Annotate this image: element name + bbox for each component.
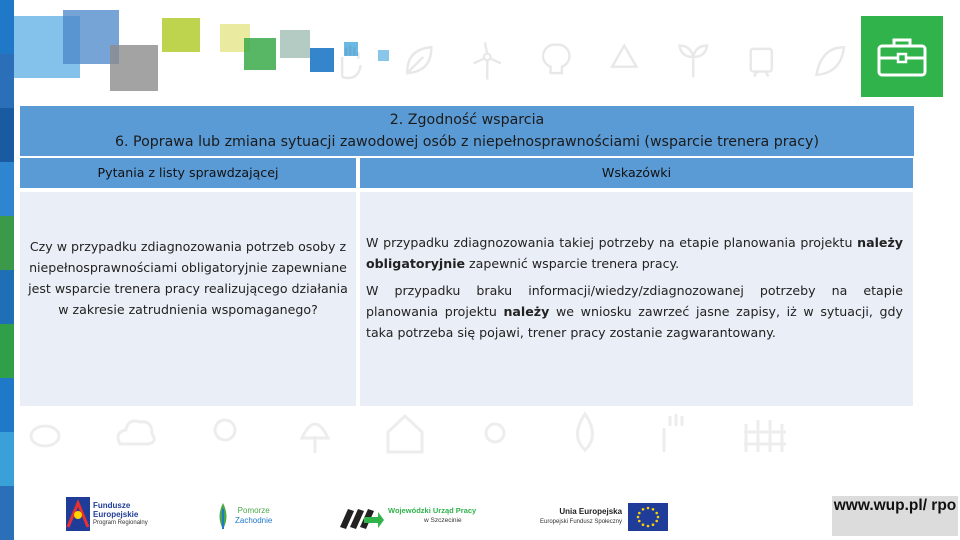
tram-icon <box>741 36 782 86</box>
fundusze-europejskie-logo <box>66 496 162 532</box>
left-color-strip <box>0 0 14 540</box>
section-title: 2. Zgodność wsparcia <box>389 112 545 128</box>
hint-cell <box>360 192 913 406</box>
fence-icon <box>740 408 790 458</box>
house-icon <box>380 408 430 458</box>
briefcase-tile <box>861 16 943 97</box>
background-pictograms-bottom <box>20 408 920 468</box>
ue-line2: Europejski Fundusz Społeczny <box>540 519 623 525</box>
fe-line2: Europejskie <box>93 509 139 519</box>
fe-mark-icon <box>66 497 90 531</box>
pz-leaf-icon <box>214 501 232 531</box>
bee-icon <box>20 408 70 458</box>
subsection-title: 6. Poprawa lub zmiana sytuacji zawodowej osób z niepełnosprawnościami (wsparcie trenera pracy) <box>115 134 819 150</box>
recycle-icon <box>604 36 645 86</box>
table-header <box>20 106 914 156</box>
pz-line1: Pomorze <box>237 506 270 515</box>
column-headers <box>20 158 914 188</box>
hand2-icon <box>650 408 700 458</box>
wup-szczecin-logo <box>338 500 483 532</box>
cloud-icon <box>110 408 160 458</box>
briefcase-icon <box>876 36 928 78</box>
wup-line1: Wojewódzki Urząd Pracy <box>388 506 477 515</box>
checklist-table <box>20 106 914 406</box>
sun-icon <box>470 408 520 458</box>
ue-line1: Unia Europejska <box>559 507 623 516</box>
fe-line1: Fundusze <box>93 500 131 510</box>
hints-column-header: Wskazówki <box>360 158 913 188</box>
hint2-emphasis: należy <box>503 304 550 319</box>
pomorze-zachodnie-logo <box>214 500 286 532</box>
windmill-icon <box>467 36 508 86</box>
unia-europejska-logo <box>540 502 676 532</box>
plant-icon <box>673 36 714 86</box>
hint-paragraph-2 <box>366 280 903 343</box>
bulb-icon <box>536 36 577 86</box>
hint2-text: W przypadku braku informacji/wiedzy/zdiagnozowanej potrzeby na etapie planowania projektu <box>366 283 903 319</box>
leaf2-icon <box>810 36 851 86</box>
tree-icon <box>290 408 340 458</box>
eu-flag-icon <box>628 503 668 531</box>
hand-icon <box>330 36 371 86</box>
leaf-icon <box>399 36 440 86</box>
background-pictograms-top <box>330 36 850 96</box>
questions-column-header: Pytania z listy sprawdzającej <box>20 158 356 188</box>
question-cell: Czy w przypadku zdiagnozowania potrzeb osoby z niepełnosprawnościami obligatoryjnie zapewniane jest wsparcie trenera pracy realizującego działania w zakresie zatrudnienia wspomaganego? <box>20 192 356 406</box>
table-row <box>20 192 914 406</box>
drop-icon <box>560 408 610 458</box>
flower-icon <box>200 408 250 458</box>
hint-paragraph-1 <box>366 232 903 274</box>
hint1-text-end: zapewnić wsparcie trenera pracy. <box>465 256 680 271</box>
hint1-emphasis: należy obligatoryjnie <box>366 235 903 271</box>
hint2-text-end: we wniosku zawrzeć jasne zapisy, iż w sytuacji, gdy taka potrzeba się pojawi, trener pracy zostanie zagwarantowany. <box>366 304 903 340</box>
wup-mark-icon <box>338 501 384 531</box>
pz-line2: Zachodnie <box>235 516 273 525</box>
fe-line3: Program Regionalny <box>93 519 148 526</box>
website-link[interactable]: www.wup.pl/ rpo <box>832 496 958 536</box>
wup-line2: w Szczecinie <box>424 517 462 524</box>
hint1-text: W przypadku zdiagnozowania takiej potrzeby na etapie planowania projektu <box>366 235 858 250</box>
